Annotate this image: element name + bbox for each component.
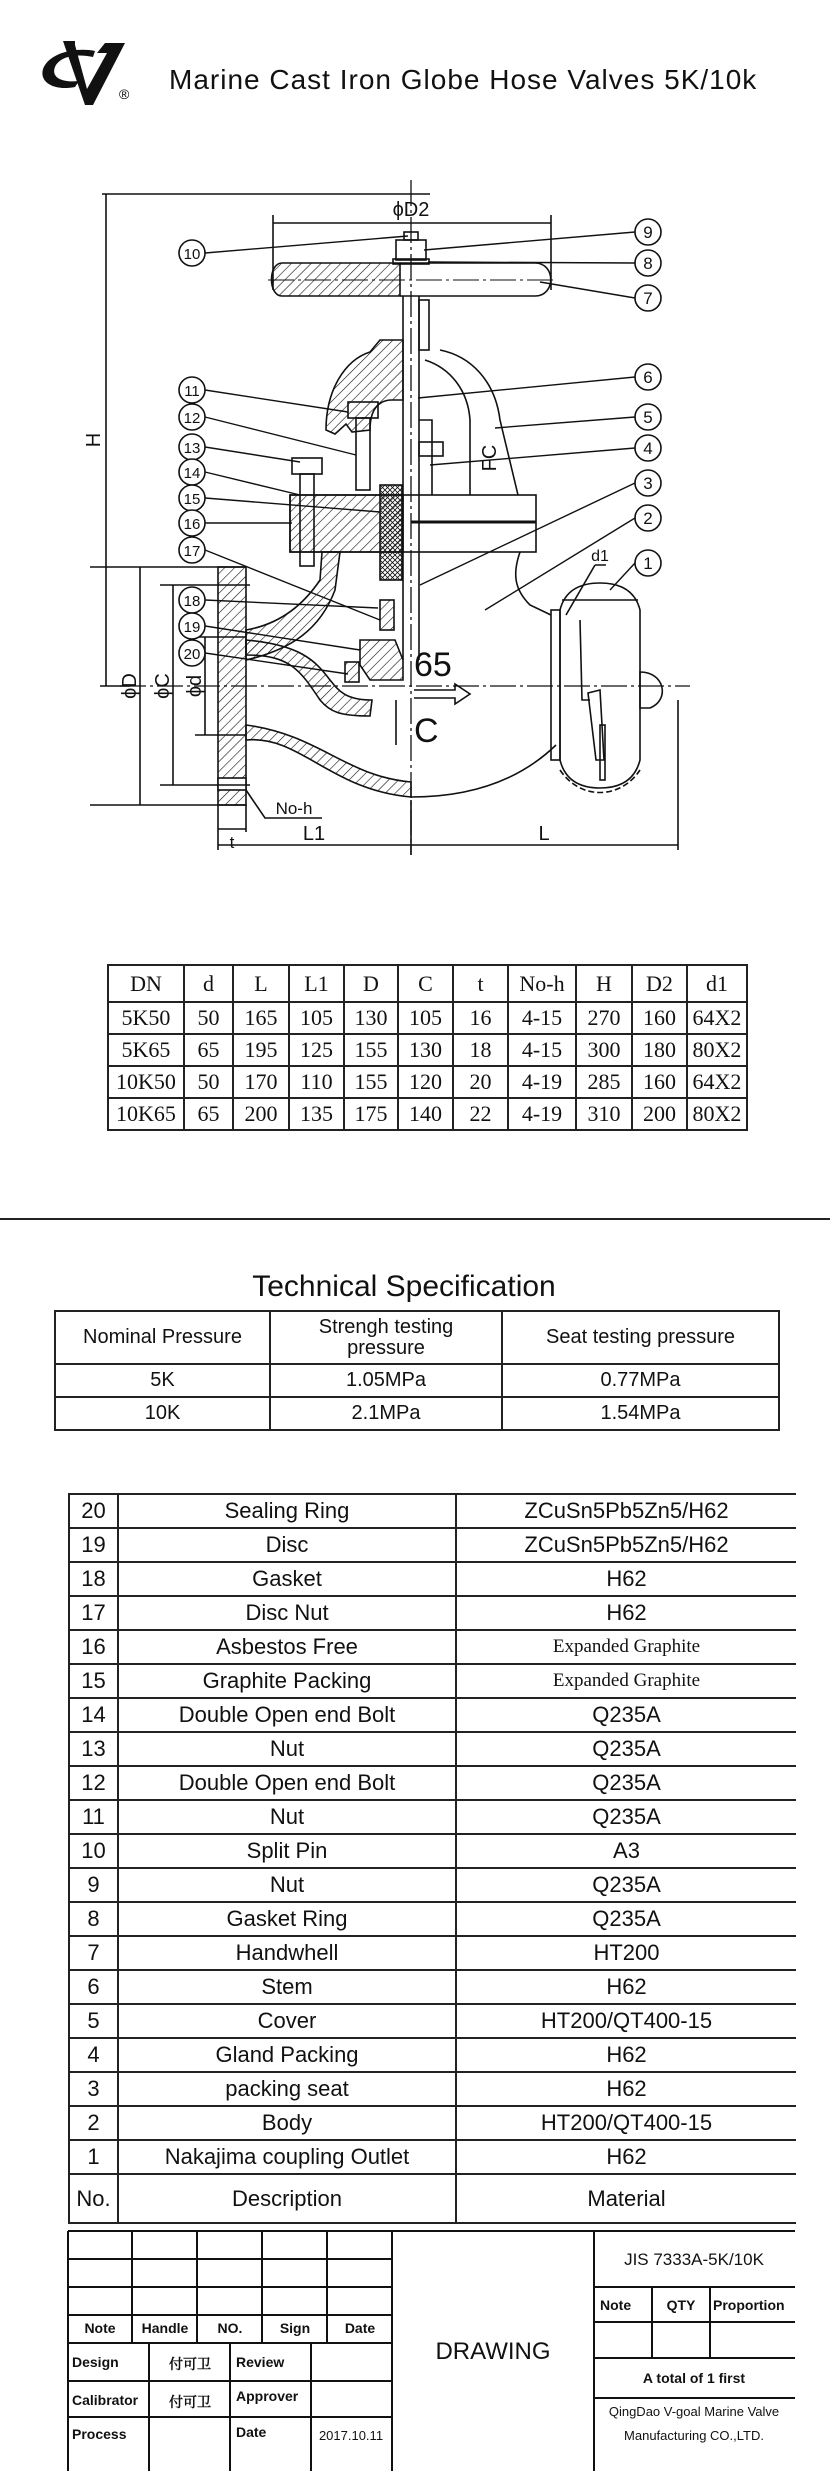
part-material: Q235A (456, 1868, 796, 1902)
dims-header-cell: d1 (687, 965, 747, 1002)
part-description: packing seat (118, 2072, 456, 2106)
part-description: Nakajima coupling Outlet (118, 2140, 456, 2174)
fc-label: FC (479, 444, 501, 472)
dims-cell: 18 (453, 1034, 508, 1066)
rev-header-no: NO. (217, 2320, 243, 2336)
part-material: ZCuSn5Pb5Zn5/H62 (456, 1528, 796, 1562)
parts-row (69, 1902, 796, 1936)
callout-number: 15 (183, 491, 201, 508)
rev-header-sign: Sign (279, 2320, 311, 2336)
part-material: Expanded Graphite (456, 1664, 796, 1698)
part-description: Stem (118, 1970, 456, 2004)
callout-6 (418, 364, 661, 398)
callout-leader (610, 563, 635, 590)
part-number: 10 (69, 1834, 118, 1868)
spec-cell: 1.54MPa (502, 1397, 779, 1430)
part-material: Q235A (456, 1732, 796, 1766)
part-material: H62 (456, 1596, 796, 1630)
dims-cell: 200 (233, 1098, 289, 1130)
dims-cell: 120 (398, 1066, 453, 1098)
dims-cell: 155 (344, 1034, 398, 1066)
part-number: 17 (69, 1596, 118, 1630)
disc-section (360, 640, 403, 680)
parts-row (69, 2038, 796, 2072)
approver-label: Approver (236, 2388, 299, 2404)
process-label: Process (72, 2426, 127, 2442)
spec-row (55, 1397, 779, 1430)
dims-header-cell: D (344, 965, 398, 1002)
callout-number: 14 (183, 465, 201, 482)
spec-header-cell: Nominal Pressure (55, 1311, 270, 1364)
callout-number: 20 (183, 646, 201, 663)
dims-cell: 130 (344, 1002, 398, 1034)
callout-number: 12 (183, 410, 201, 427)
callout-number: 19 (183, 619, 201, 636)
calibrator-name: 付可卫 (169, 2394, 211, 2410)
dims-cell: 285 (576, 1066, 632, 1098)
parts-row (69, 1800, 796, 1834)
dims-header-cell: No-h (508, 965, 576, 1002)
parts-row (69, 1698, 796, 1732)
review-label: Review (236, 2354, 285, 2370)
calibrator-label: Calibrator (72, 2392, 139, 2408)
callout-7 (540, 282, 661, 311)
part-number: 1 (69, 2140, 118, 2174)
parts-row (69, 1936, 796, 1970)
rev-header-date: Date (344, 2320, 376, 2336)
dims-cell: 270 (576, 1002, 632, 1034)
part-description: Double Open end Bolt (118, 1766, 456, 1800)
spec-row (55, 1364, 779, 1397)
date-label: Date (236, 2424, 267, 2440)
parts-header-description: Description (118, 2174, 456, 2223)
dims-cell: 5K65 (108, 1034, 184, 1066)
d1-label: d1 (591, 548, 609, 565)
callout-number: 16 (183, 516, 201, 533)
part-number: 2 (69, 2106, 118, 2140)
callout-number: 5 (643, 408, 653, 427)
parts-row (69, 1596, 796, 1630)
part-material: HT200/QT400-15 (456, 2106, 796, 2140)
spec-cell: 1.05MPa (270, 1364, 502, 1397)
callout-1 (610, 550, 661, 590)
part-number: 8 (69, 1902, 118, 1936)
l1-label: L1 (302, 823, 326, 845)
callout-number: 11 (184, 383, 200, 400)
callout-leader (420, 483, 635, 585)
part-material: Expanded Graphite (456, 1630, 796, 1664)
dims-cell: 16 (453, 1002, 508, 1034)
parts-row (69, 1562, 796, 1596)
part-number: 18 (69, 1562, 118, 1596)
class-label: C (414, 712, 439, 750)
parts-row (69, 2072, 796, 2106)
parts-row (69, 1664, 796, 1698)
callout-3 (420, 470, 661, 585)
dims-cell: 20 (453, 1066, 508, 1098)
part-number: 14 (69, 1698, 118, 1732)
dims-cell: 195 (233, 1034, 289, 1066)
part-description: Gland Packing (118, 2038, 456, 2072)
dims-header-cell: L1 (289, 965, 344, 1002)
dims-cell: 310 (576, 1098, 632, 1130)
parts-header-no: No. (69, 2174, 118, 2223)
dims-header-cell: d (184, 965, 233, 1002)
part-number: 11 (69, 1800, 118, 1834)
qty-label: QTY (666, 2297, 696, 2313)
d2-label: ϕD2 (392, 199, 430, 221)
dims-cell: 50 (184, 1066, 233, 1098)
part-material: H62 (456, 2038, 796, 2072)
dims-cell: 155 (344, 1066, 398, 1098)
part-material: HT200 (456, 1936, 796, 1970)
company-name-line2: Manufacturing CO.,LTD. (624, 2428, 764, 2443)
callout-number: 18 (183, 593, 201, 610)
part-description: Graphite Packing (118, 1664, 456, 1698)
part-description: Split Pin (118, 1834, 456, 1868)
callout-number: 8 (643, 254, 653, 273)
callout-leader (205, 236, 408, 253)
callout-number: 6 (643, 368, 653, 387)
no-h-label: No-h (275, 799, 313, 818)
dims-cell: 105 (398, 1002, 453, 1034)
dims-cell: 50 (184, 1002, 233, 1034)
spec-header-row (55, 1311, 779, 1364)
part-description: Body (118, 2106, 456, 2140)
dims-cell: 80X2 (687, 1098, 747, 1130)
part-number: 6 (69, 1970, 118, 2004)
callout-number: 9 (643, 223, 653, 242)
dims-row (108, 1066, 747, 1098)
callout-leader (495, 417, 635, 428)
dims-cell: 4-15 (508, 1002, 576, 1034)
part-description: Nut (118, 1732, 456, 1766)
dims-cell: 80X2 (687, 1034, 747, 1066)
callout-leader (205, 472, 300, 495)
part-material: ZCuSn5Pb5Zn5/H62 (456, 1494, 796, 1528)
callout-number: 7 (643, 289, 653, 308)
callout-leader (540, 282, 635, 298)
design-name: 付可卫 (169, 2356, 211, 2372)
technical-specification-table (54, 1310, 780, 1431)
dims-row (108, 1002, 747, 1034)
part-description: Double Open end Bolt (118, 1698, 456, 1732)
part-number: 19 (69, 1528, 118, 1562)
l-label: L (538, 823, 550, 845)
spec-cell: 0.77MPa (502, 1364, 779, 1397)
dims-cell: 10K65 (108, 1098, 184, 1130)
callout-leader (430, 448, 635, 465)
part-description: Handwhell (118, 1936, 456, 1970)
parts-header-material: Material (456, 2174, 796, 2223)
dims-header-row (108, 965, 747, 1002)
cover-outline (440, 350, 518, 495)
cap-dome (640, 672, 662, 708)
parts-row (69, 2004, 796, 2038)
company-name-line1: QingDao V-goal Marine Valve (608, 2404, 780, 2419)
dims-cell: 200 (632, 1098, 687, 1130)
dims-cell: 160 (632, 1002, 687, 1034)
part-number: 4 (69, 2038, 118, 2072)
od-label: ϕD (119, 673, 141, 699)
dims-cell: 180 (632, 1034, 687, 1066)
h-label: H (83, 432, 105, 448)
rev-header-note: Note (84, 2320, 116, 2336)
date-value: 2017.10.11 (318, 2428, 384, 2443)
part-description: Nut (118, 1868, 456, 1902)
parts-row (69, 2140, 796, 2174)
dims-header-cell: t (453, 965, 508, 1002)
callout-18 (179, 587, 378, 613)
sheet-count: A total of 1 first (642, 2370, 746, 2386)
dims-cell: 135 (289, 1098, 344, 1130)
part-material: Q235A (456, 1800, 796, 1834)
parts-row (69, 2106, 796, 2140)
part-material: Q235A (456, 1766, 796, 1800)
dims-cell: 4-19 (508, 1098, 576, 1130)
dims-cell: 4-15 (508, 1034, 576, 1066)
dims-cell: 140 (398, 1098, 453, 1130)
callout-number: 17 (183, 543, 201, 560)
drawing-label: DRAWING (435, 2338, 551, 2365)
dims-row (108, 1034, 747, 1066)
dims-cell: 64X2 (687, 1066, 747, 1098)
part-material: Q235A (456, 1698, 796, 1732)
dims-cell: 5K50 (108, 1002, 184, 1034)
body-outline (411, 745, 556, 797)
rev-header-handle: Handle (141, 2320, 189, 2336)
part-number: 20 (69, 1494, 118, 1528)
spec-cell: 5K (55, 1364, 270, 1397)
parts-row (69, 1868, 796, 1902)
parts-row (69, 1834, 796, 1868)
callout-leader (418, 377, 635, 398)
t-label: t (229, 833, 235, 852)
part-number: 5 (69, 2004, 118, 2038)
dims-cell: 10K50 (108, 1066, 184, 1098)
design-label: Design (72, 2354, 119, 2370)
part-description: Gasket Ring (118, 1902, 456, 1936)
parts-row (69, 1970, 796, 2004)
spec-cell: 2.1MPa (270, 1397, 502, 1430)
packing (380, 485, 402, 580)
odd-label: ϕd (184, 674, 206, 698)
drawing-number: JIS 7333A-5K/10K (624, 2250, 764, 2269)
proportion-label: Proportion (713, 2297, 785, 2313)
part-material: H62 (456, 1970, 796, 2004)
callout-13 (179, 434, 300, 462)
dims-cell: 110 (289, 1066, 344, 1098)
part-material: Q235A (456, 1902, 796, 1936)
oc-label: ϕC (152, 673, 174, 699)
dims-cell: 125 (289, 1034, 344, 1066)
callout-leader (205, 390, 348, 412)
parts-row (69, 1494, 796, 1528)
dims-cell: 165 (233, 1002, 289, 1034)
spec-title: Technical Specification (252, 1270, 556, 1303)
section-divider (0, 1218, 830, 1220)
callout-leader (485, 518, 635, 610)
spec-header-cell: Seat testing pressure (502, 1311, 779, 1364)
dims-cell: 65 (184, 1098, 233, 1130)
callout-number: 1 (643, 554, 653, 573)
part-material: H62 (456, 1562, 796, 1596)
dims-header-cell: L (233, 965, 289, 1002)
callout-number: 13 (183, 440, 201, 457)
callout-number: 2 (643, 509, 653, 528)
part-number: 9 (69, 1868, 118, 1902)
dims-header-cell: H (576, 965, 632, 1002)
dims-cell: 300 (576, 1034, 632, 1066)
callout-number: 3 (643, 474, 653, 493)
part-material: H62 (456, 2140, 796, 2174)
callout-11 (179, 377, 348, 412)
spec-header-cell: Strengh testing pressure (270, 1311, 502, 1364)
part-number: 7 (69, 1936, 118, 1970)
dimensions-table (107, 964, 748, 1131)
registered-mark: ® (119, 86, 130, 102)
dims-cell: 175 (344, 1098, 398, 1130)
dims-cell: 105 (289, 1002, 344, 1034)
dims-header-cell: DN (108, 965, 184, 1002)
dims-cell: 65 (184, 1034, 233, 1066)
dims-cell: 22 (453, 1098, 508, 1130)
body-lower-wall-section (246, 725, 411, 797)
part-number: 16 (69, 1630, 118, 1664)
dims-header-cell: D2 (632, 965, 687, 1002)
callout-leader (424, 232, 635, 250)
parts-row (69, 1766, 796, 1800)
part-description: Gasket (118, 1562, 456, 1596)
callout-16 (179, 510, 292, 536)
dims-row (108, 1098, 747, 1130)
callout-5 (495, 404, 661, 430)
parts-row (69, 1732, 796, 1766)
dims-header-cell: C (398, 965, 453, 1002)
callout-number: 4 (643, 439, 653, 458)
callout-10 (179, 236, 408, 266)
part-number: 3 (69, 2072, 118, 2106)
part-material: HT200/QT400-15 (456, 2004, 796, 2038)
callout-leader (205, 447, 300, 462)
part-description: Disc Nut (118, 1596, 456, 1630)
spec-cell: 10K (55, 1397, 270, 1430)
dims-cell: 130 (398, 1034, 453, 1066)
callout-4 (430, 435, 661, 465)
part-description: Disc (118, 1528, 456, 1562)
valve-section-drawing (0, 0, 830, 900)
coupling-ring (551, 610, 560, 760)
parts-row (69, 1528, 796, 1562)
dims-cell: 160 (632, 1066, 687, 1098)
parts-header-row (69, 2174, 796, 2223)
dims-cell: 4-19 (508, 1066, 576, 1098)
dims-cell: 64X2 (687, 1002, 747, 1034)
inlet-flange-section (218, 567, 246, 805)
part-description: Nut (118, 1800, 456, 1834)
flow-arrow-icon (414, 684, 470, 704)
note-label: Note (600, 2297, 632, 2313)
part-number: 13 (69, 1732, 118, 1766)
part-description: Sealing Ring (118, 1494, 456, 1528)
part-material: H62 (456, 2072, 796, 2106)
part-number: 12 (69, 1766, 118, 1800)
part-description: Cover (118, 2004, 456, 2038)
parts-row (69, 1630, 796, 1664)
callout-number: 10 (183, 246, 201, 263)
dims-cell: 170 (233, 1066, 289, 1098)
size-label: 65 (414, 646, 452, 684)
part-material: A3 (456, 1834, 796, 1868)
part-number: 15 (69, 1664, 118, 1698)
parts-list-table (68, 1493, 796, 2224)
part-description: Asbestos Free (118, 1630, 456, 1664)
cover-arm-section (326, 340, 403, 434)
page-title: Marine Cast Iron Globe Hose Valves 5K/10k (169, 64, 758, 95)
